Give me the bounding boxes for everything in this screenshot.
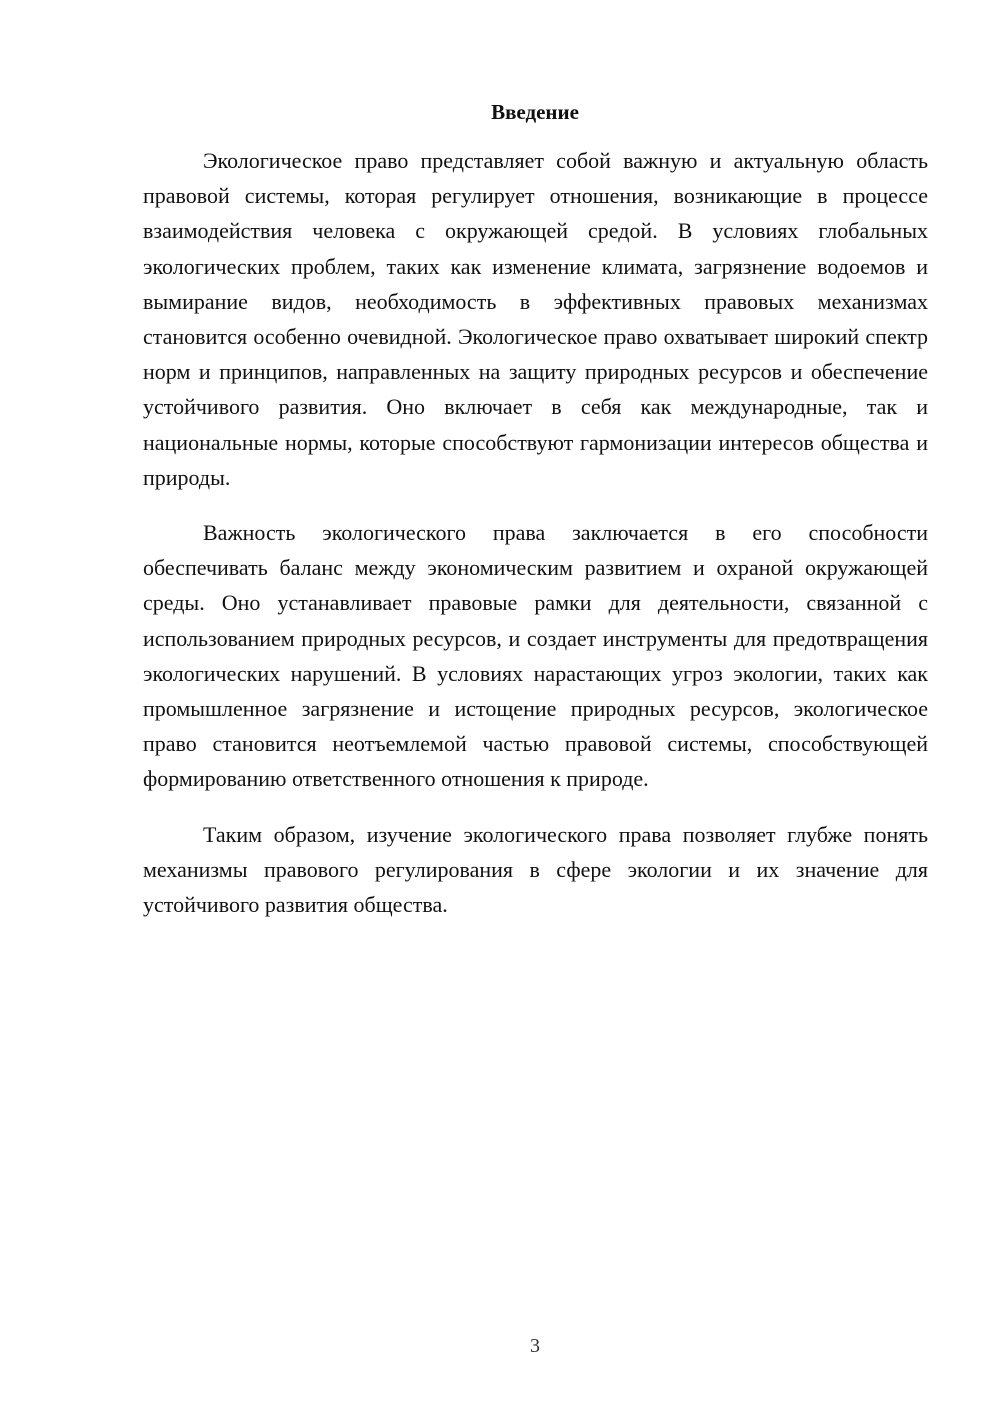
paragraph-1: Экологическое право представляет собой важную и актуальную область правовой системы, которая регулирует отношения, возникающие в процессе взаимодействия человека с окружающей средой. В условиях глобальных экологических проблем, таких как изменение климата, загрязнение водоемов и вымирание видов, необходимость в эффективных правовых механизмах становится особенно очевидной. Экологическое право охватывает широкий спектр норм и принципов, направленных на защиту природных ресурсов и обеспечение устойчивого развития. Оно включает в себя как международные, так и национальные нормы, которые способствуют гармонизации интересов общества и природы. xyxy=(143,148,928,490)
body-text xyxy=(143,143,928,942)
paragraph-2: Важность экологического права заключается в его способности обеспечивать баланс между экономическим развитием и охраной окружающей среды. Оно устанавливает правовые рамки для деятельности, связанной с использованием природных ресурсов, и создает инструменты для предотвращения экологических нарушений. В условиях нарастающих угроз экологии, таких как промышленное загрязнение и истощение природных ресурсов, экологическое право становится неотъемлемой частью правовой системы, способствующей формированию ответственного отношения к природе. xyxy=(143,520,928,792)
page-number: 3 xyxy=(530,1335,540,1357)
section-heading: Введение xyxy=(491,100,579,124)
paragraph-3: Таким образом, изучение экологического права позволяет глубже понять механизмы правового регулирования в сфере экологии и их значение для устойчивого развития общества. xyxy=(143,821,928,918)
